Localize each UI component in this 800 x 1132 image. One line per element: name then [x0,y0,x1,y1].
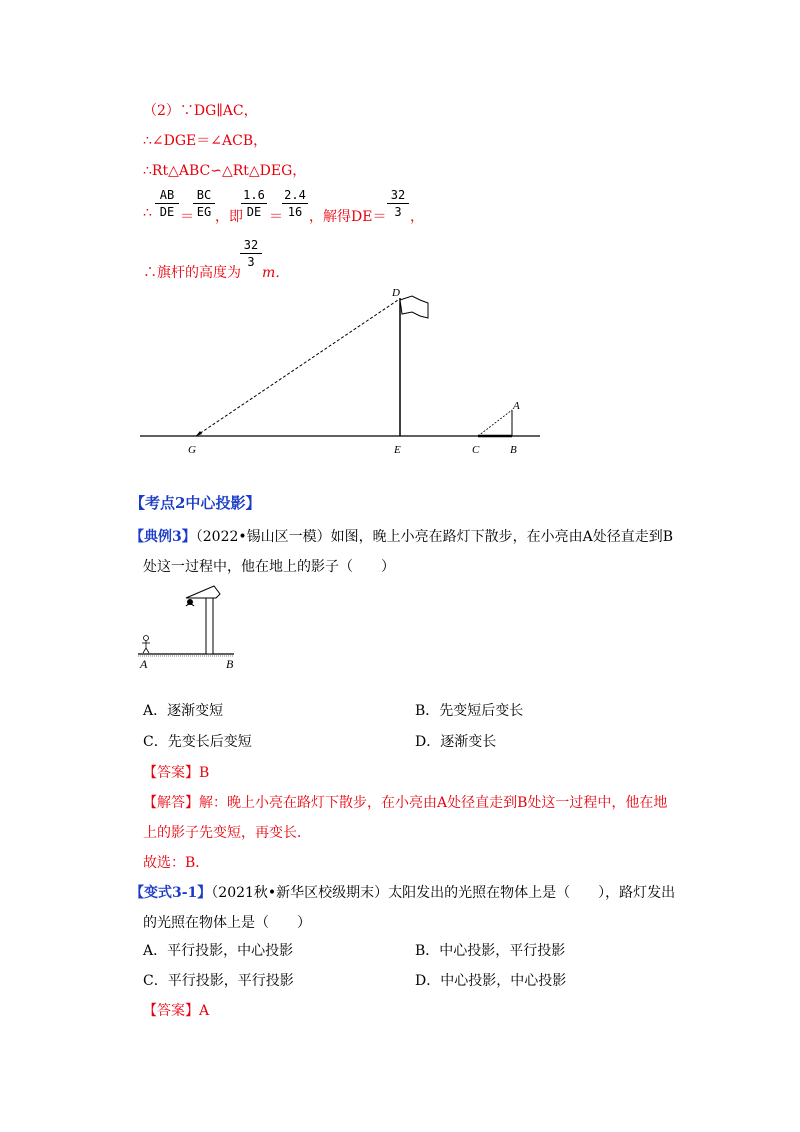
variant31-line-2: 的光照在物体上是（ ） [143,915,311,931]
label-g: G [188,444,196,456]
comma: ， [410,209,424,225]
sun-ray-ac [478,410,512,436]
solution-line-3: ∴Rt△ABC∽△Rt△DEG， [143,163,307,179]
person-head [144,636,149,641]
example-question-1: 如图，晚上小亮在路灯下散步，在小亮由A处径直走到B [330,529,674,545]
option-a[interactable]: A．逐渐变短 [143,703,224,719]
option-c[interactable]: C．先变长后变短 [143,734,252,750]
answer-tag: 【答案】 [143,765,199,781]
option-d[interactable]: D．逐渐变长 [415,734,497,750]
label-b: B [226,657,234,670]
example3-answer [143,762,209,782]
example-source: （2022•锡山区一模） [195,529,331,545]
answer-tag: 【答案】 [143,1003,199,1019]
variant-tag: 【变式3-1】 [130,885,212,901]
example-tag: 【典例3】 [130,529,196,545]
example3-line-1 [130,526,673,546]
variant-source: （2021秋•新华区校级期末） [211,885,389,901]
conclusion-unit: m． [262,265,290,281]
variant-option-c[interactable]: C．平行投影，平行投影 [143,973,294,989]
fraction-numerator: 1.6 [243,188,265,202]
fraction-denominator: 16 [287,205,303,219]
therefore-sign: ∴ [143,205,152,221]
example3-analysis-line-1 [143,792,667,812]
variant31-line-1 [130,882,675,902]
fraction-numerator: AB [159,188,175,202]
equals-sign-2: ＝ [269,209,283,225]
label-b: B [510,444,517,456]
example3-line-2: 处这一过程中，他在地上的影子（ ） [143,559,395,575]
lamp-post [206,598,213,654]
solution-line-2: ∴∠DGE＝∠ACB， [143,133,268,149]
variant-option-d[interactable]: D．中心投影，中心投影 [415,973,567,989]
fraction-denominator: DE [246,205,262,219]
fraction-denominator: EG [196,205,212,219]
label-a: A [513,400,520,412]
label-a: A [140,657,148,670]
lamp-head [186,586,220,598]
fraction-numerator: 32 [390,188,406,202]
flag-icon [400,296,428,318]
flagpole-diagram [0,0,800,470]
fraction-numerator: 32 [243,238,259,252]
label-c: C [472,444,480,456]
analysis-text-1: 解：晚上小亮在路灯下散步，在小亮由A处径直走到B处这一过程中，他在地 [199,795,668,811]
fraction-denominator: 3 [247,255,255,269]
that-is-text: ，即 [215,209,243,225]
variant-option-b[interactable]: B．中心投影，平行投影 [415,943,566,959]
analysis-tag: 【解答】 [143,795,199,811]
section-title: 【考点2中心投影】 [130,494,261,512]
option-b[interactable]: B．先变短后变长 [415,703,524,719]
solve-text: ，解得DE＝ [309,209,387,225]
arrow-head-g [196,431,202,436]
example3-analysis-line-2: 上的影子先变短，再变长． [143,825,311,841]
example3-choice: 故选：B． [143,855,210,871]
variant31-answer [143,1000,209,1020]
sun-ray-dg [196,300,398,436]
street-lamp-figure [130,578,250,670]
solution-line-1: （2）∵DG∥AC， [143,103,258,119]
variant-option-a[interactable]: A．平行投影，中心投影 [143,943,294,959]
fraction-denominator: 3 [394,205,402,219]
variant-question-1: 太阳发出的光照在物体上是（ ），路灯发出 [388,885,676,901]
fraction-numerator: 2.4 [284,188,306,202]
equals-sign: ＝ [180,209,194,225]
fraction-denominator: DE [159,205,175,219]
conclusion-text: ∴旗杆的高度为 [143,265,241,281]
label-e: E [394,444,401,456]
fraction-numerator: BC [196,188,212,202]
label-d: D [392,287,400,299]
answer-value: B [199,765,210,781]
answer-value: A [199,1003,210,1019]
